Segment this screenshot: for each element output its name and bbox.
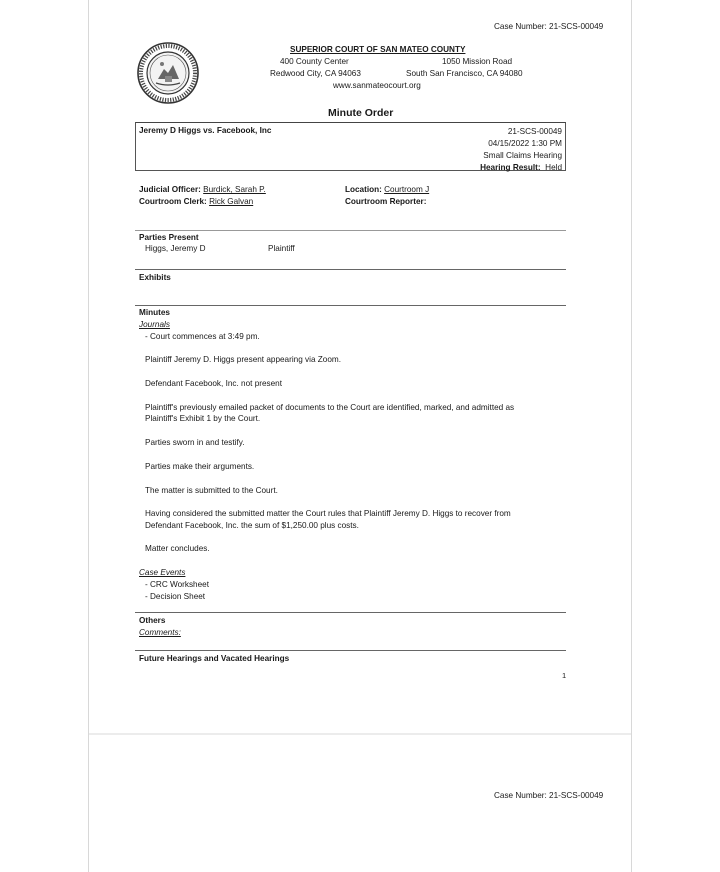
document-title: Minute Order <box>328 107 394 119</box>
divider-others <box>135 612 566 613</box>
hearing-result <box>362 162 562 174</box>
location-row <box>345 184 429 196</box>
others-heading: Others <box>139 616 166 625</box>
courtroom-clerk-value: Rick Galvan <box>209 197 254 206</box>
divider-minutes <box>135 305 566 306</box>
courtroom-clerk-label: Courtroom Clerk: <box>139 197 207 206</box>
journals-label: Journals <box>139 320 170 329</box>
county-seal-icon <box>136 42 200 104</box>
courtroom-reporter-label: Courtroom Reporter: <box>345 197 427 206</box>
location-label: Location: <box>345 185 382 194</box>
case-number-header-page2: Case Number: 21-SCS-00049 <box>494 791 604 800</box>
minutes-line: Parties make their arguments. <box>145 462 255 471</box>
party-role: Plaintiff <box>268 244 295 253</box>
case-info-right <box>362 126 562 174</box>
address-right-line2: South San Francisco, CA 94080 <box>406 69 523 78</box>
location-value: Courtroom J <box>384 185 430 194</box>
page-edge-right <box>631 0 632 872</box>
comments-label: Comments: <box>139 628 181 637</box>
minutes-line: Plaintiff Jeremy D. Higgs present appearing via Zoom. <box>145 355 341 364</box>
divider-parties <box>135 230 566 231</box>
judicial-officer-label: Judicial Officer: <box>139 185 201 194</box>
page-edge-left <box>88 0 89 872</box>
divider-future-hearings <box>135 650 566 651</box>
future-hearings-heading: Future Hearings and Vacated Hearings <box>139 654 290 663</box>
judicial-officer-row <box>139 184 266 196</box>
minutes-line: Plaintiff's previously emailed packet of documents to the Court are identified, marked, and admitted as <box>145 403 515 412</box>
minutes-line: Plaintiff's Exhibit 1 by the Court. <box>145 414 261 423</box>
case-event-item: - CRC Worksheet <box>145 580 209 589</box>
address-left-line1: 400 County Center <box>280 57 349 66</box>
hearing-datetime: 04/15/2022 1:30 PM <box>488 139 562 148</box>
minutes-line: - Court commences at 3:49 pm. <box>145 332 260 341</box>
minutes-line: Having considered the submitted matter the Court rules that Plaintiff Jeremy D. Higgs to recover from <box>145 509 511 518</box>
minutes-line: Matter concludes. <box>145 544 210 553</box>
minutes-line: Parties sworn in and testify. <box>145 438 245 447</box>
case-events-label: Case Events <box>139 568 186 577</box>
minutes-heading: Minutes <box>139 308 170 317</box>
page-number: 1 <box>562 671 567 680</box>
divider-exhibits <box>135 269 566 270</box>
page-separator <box>89 733 631 735</box>
hearing-type: Small Claims Hearing <box>483 151 562 160</box>
case-number-header: Case Number: 21-SCS-00049 <box>494 22 604 31</box>
party-name: Higgs, Jeremy D <box>145 244 206 253</box>
hearing-result-label: Hearing Result: <box>480 163 541 172</box>
case-id: 21-SCS-00049 <box>507 127 562 136</box>
address-left-line2: Redwood City, CA 94063 <box>270 69 361 78</box>
address-right-line1: 1050 Mission Road <box>442 57 513 66</box>
courtroom-clerk-row <box>139 196 253 208</box>
case-parties: Jeremy D Higgs vs. Facebook, Inc <box>139 126 272 135</box>
judicial-officer-value: Burdick, Sarah P. <box>203 185 266 194</box>
court-name: SUPERIOR COURT OF SAN MATEO COUNTY <box>290 45 466 54</box>
hearing-result-value: Held <box>545 163 562 172</box>
case-event-item: - Decision Sheet <box>145 592 206 601</box>
minutes-line: Defendant Facebook, Inc. not present <box>145 379 283 388</box>
minutes-line: Defendant Facebook, Inc. the sum of $1,250.00 plus costs. <box>145 521 359 530</box>
court-website: www.sanmateocourt.org <box>333 81 421 90</box>
minutes-line: The matter is submitted to the Court. <box>145 486 278 495</box>
parties-present-heading: Parties Present <box>139 233 199 242</box>
exhibits-heading: Exhibits <box>139 273 171 282</box>
